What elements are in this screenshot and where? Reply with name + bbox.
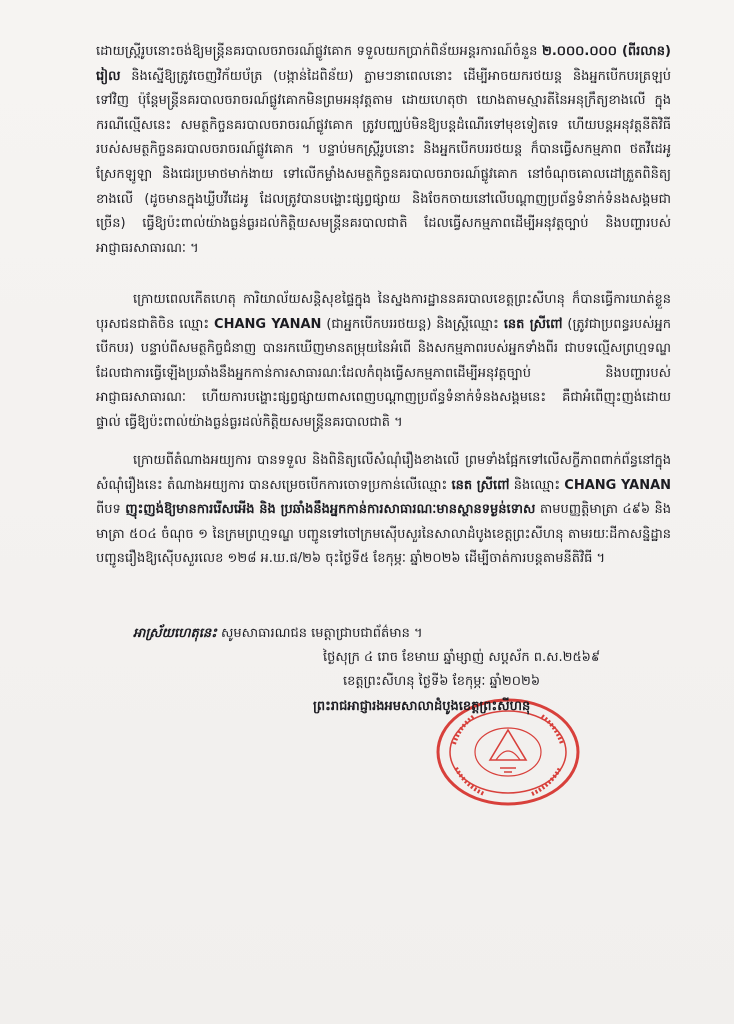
paragraph-3-text-b: និងឈ្មោះ [509,477,565,493]
paragraph-1-text-a: ដោយស្ត្រីរូបនោះចង់ឱ្យមន្ត្រីនគរបាលចរាចរណ៍ផ្លូវគោក ទទួលយកប្រាក់ពិន័យអន្តរការណ៍ចំនួន [96,44,542,59]
accused-name-wife: នេត ស្រីពៅ [451,477,510,493]
paragraph-3 [96,449,671,572]
paragraph-2-text-c: (ត្រូវជាប្រពន្ធរបស់អ្នកបើកបរ) បន្ទាប់ពីសមត្ថកិច្ចជំនាញ បានរកឃើញមានតម្រុយនៃអំពើ និងសកម្មភាពរបស់អ្នកទាំងពីរ ជាបទល្មើសព្រហ្មទណ្ឌ ដែលជាការធ្វើឡើងប្រឆាំងនឹងអ្នកកាន់ការសាធារណៈដែលកំពុងធ្វើសកម្មភាពដើម្បីអនុវត្តច្បាប់ និងបញ្ហារបស់អាជ្ញាធរសាធារណៈ ហើយការបង្ហោះផ្សព្វផ្សាយពាសពេញបណ្តាញប្រព័ន្ធទំនាក់ទំនងសង្គមនេះ គឺជាអំពើញុះញង់ដោយផ្ទាល់ ធ្វើឱ្យប៉ះពាល់យ៉ាងធ្ងន់ធ្ងរដល់កិត្តិយសមន្ត្រីនគរបាលជាតិ ។ [96,316,671,430]
paragraph-2-text-b: (ជាអ្នកបើកបររថយន្ត) និងស្ត្រីឈ្មោះ [321,316,504,332]
suspect-name-driver: CHANG YANAN [214,316,322,332]
closing-text: សូមសាធារណជន មេត្តាជ្រាបជាព័ត៌មាន ។ [216,626,423,641]
paragraph-3-text-d: តាមបញ្ញត្តិមាត្រា ៤៩៦ និងមាត្រា ៥០៤ ចំណុច ១ នៃក្រមព្រហ្មទណ្ឌ បញ្ជូនទៅចៅក្រមស៊ើបសួរនៃសាលាដំបូងខេត្តព្រះសីហនុ តាមរយៈដីកាសន្និដ្ឋានបញ្ជូនរឿងឱ្យស៊ើបសួរលេខ ១២៨ អ.ឃ.ផ/២៦ ចុះថ្ងៃទី៥ ខែកុម្ភៈ ឆ្នាំ២០២៦ ដើម្បីចាត់ការបន្តតាមនីតិវិធី ។ [96,502,672,567]
suspect-name-wife: នេត ស្រីពៅ [503,316,563,332]
date-lunar: ថ្ងៃសុក្រ ៤ រោច ខែមាឃ ឆ្នាំម្សាញ់ សប្តស័ក ព.ស.២៥៦៩ [323,650,601,665]
paragraph-3-text-c: ពីបទ [96,502,126,518]
paragraph-1 [96,40,671,261]
closing-line [133,625,693,644]
accused-name-driver: CHANG YANAN [564,477,672,493]
paragraph-2-text-a: ក្រោយពេលកើតហេតុ ការិយាល័យសន្តិសុខផ្ទៃក្នុង នៃស្នងការដ្ឋាននគរបាលខេត្តព្រះសីហនុ ក៏បានធ្វើការឃាត់ខ្លួន បុរសជនជាតិចិន ឈ្មោះ [96,292,671,332]
paragraph-3-text-a: ក្រោយពីតំណាងអយ្យការ បានទទួល និងពិនិត្យលើសំណុំរឿងខាងលើ ព្រមទាំងផ្អែកទៅលើសក្ខីភាពពាក់ព័ន្ធនៅក្នុងសំណុំរឿងនេះ តំណាងអយ្យការ បានសម្រេចបើកការចោទប្រកាន់លើឈ្មោះ [96,453,671,493]
closing-label: អាស្រ័យហេតុនេះ [133,626,217,641]
paragraph-1-text-b: និងស្នើឱ្យត្រូវចេញវិក័យប័ត្រ (បង្កាន់ដៃពិន័យ) ភ្លាមៗនាពេលនោះ ដើម្បីអាចយករថយន្ត និងអ្នកបើកបរត្រឡប់ទៅវិញ ប៉ុន្តែមន្ត្រីនគរបាលចរាចរណ៍ផ្លូវគោកមិនព្រមអនុវត្តតាម ដោយហេតុថា យោងតាមស្មារតីនៃអនុក្រឹត្យខាងលើ ក្នុងករណីល្មើសនេះ សមត្ថកិច្ចនគរបាលចរាចរណ៍ផ្លូវគោក ត្រូវបញ្ឈប់មិនឱ្យបន្តដំណើរទៅមុខទៀតទេ ហើយបន្តអនុវត្តនីតិវិធីរបស់សមត្ថកិច្ចនគរបាលចរាចរណ៍ផ្លូវគោក ។ បន្ទាប់មកស្ត្រីរូបនោះ និងអ្នកបើកបររថយន្ត ក៏បានធ្វើសកម្មភាព ថតវីដេអូ ស្រែកឡូឡា និងជេរប្រមាថមាក់ងាយ ទៅលើកម្លាំងសមត្ថកិច្ចនគរបាលចរាចរណ៍ផ្លូវគោក នៅចំណុចគោលដៅត្រួតពិនិត្យខាងលើ (ដូចមានក្នុងឃ្លីបវីដេអូ ដែលត្រូវបានបង្ហោះផ្សព្វផ្សាយ និងចែកចាយនៅលើបណ្តាញប្រព័ន្ធទំនាក់ទំនងសង្គមជាច្រើន) ធ្វើឱ្យប៉ះពាល់យ៉ាងធ្ងន់ធ្ងរដល់កិត្តិយសមន្ត្រីនគរបាលជាតិ ដែលធ្វើសកម្មភាពដើម្បីអនុវត្តច្បាប់ និងបញ្ហារបស់អាជ្ញាធរសាធារណៈ ។ [96,68,671,256]
fine-amount: ២.០០០.០០០ (ពីរលាន) រៀល [96,44,671,84]
signer-title: ព្រះរាជអាជ្ញារងអមសាលាដំបូងខេត្តព្រះសីហនុ [313,699,531,714]
date-solar: ខេត្តព្រះសីហនុ ថ្ងៃទី៦ ខែកុម្ភៈ ឆ្នាំ២០២៦ [343,674,541,689]
charge-description: ញុះញង់ឱ្យមានការរើសអើង និង ប្រឆាំងនឹងអ្នកកាន់ការសាធារណៈមានស្ថានទម្ងន់ទោស [125,502,536,518]
paragraph-2 [96,288,671,436]
